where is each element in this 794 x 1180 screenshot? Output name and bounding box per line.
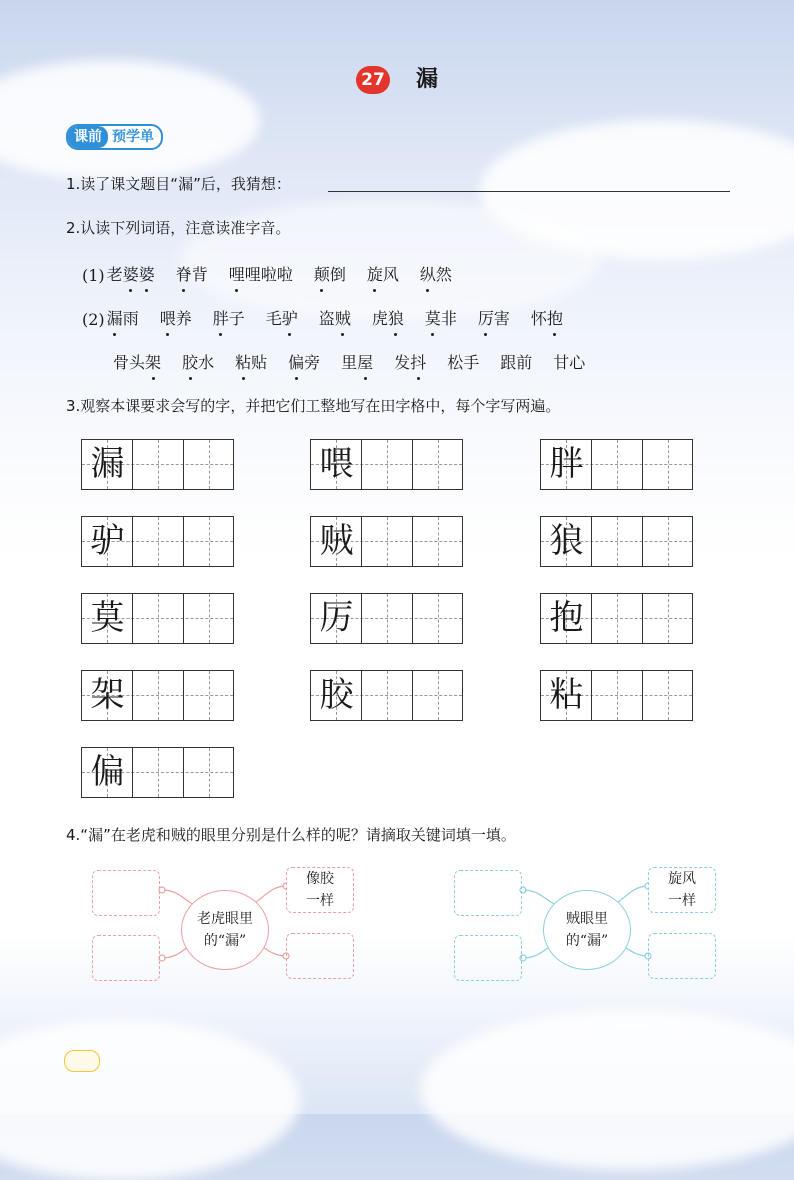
vocab-char: 驴	[282, 306, 298, 329]
vocab-char: 粘	[235, 350, 251, 373]
vocab-word	[478, 306, 510, 329]
example-box-tiger	[286, 867, 354, 913]
vocab-char: 老	[106, 265, 123, 284]
background-cloud	[0, 60, 260, 180]
writing-cell[interactable]	[413, 517, 464, 566]
vocab-char: 纵	[420, 262, 436, 285]
row-number: (1)	[82, 266, 105, 285]
vocab-word	[531, 306, 563, 329]
model-character: 架	[90, 675, 125, 715]
writing-cell[interactable]	[643, 440, 694, 489]
vocab-char: 哩	[229, 262, 245, 285]
vocab-char: 漏	[107, 306, 123, 329]
vocab-char: 喂	[160, 306, 176, 329]
answer-box-thief-3[interactable]	[648, 933, 716, 979]
vocab-char: 旋	[367, 262, 383, 285]
vocab-char: 婆	[123, 262, 139, 285]
word-list	[107, 306, 584, 329]
vocab-word	[160, 306, 192, 329]
answer-box-tiger-1[interactable]	[92, 870, 160, 916]
vocab-char: 毛	[265, 309, 282, 328]
vocab-char: 抖	[410, 350, 426, 373]
writing-cell[interactable]	[592, 594, 643, 643]
vocab-char: 莫	[425, 306, 441, 329]
answer-box-tiger-3[interactable]	[286, 933, 354, 979]
vocab-char: 啦	[276, 265, 293, 284]
writing-cell[interactable]	[362, 671, 413, 720]
writing-cell[interactable]	[413, 440, 464, 489]
writing-grid	[310, 516, 463, 567]
model-character: 驴	[90, 521, 125, 561]
vocab-word	[500, 350, 532, 373]
writing-grid	[540, 593, 693, 644]
writing-cell[interactable]	[133, 517, 184, 566]
writing-grid	[81, 516, 234, 567]
writing-cell[interactable]	[184, 594, 235, 643]
vocab-word	[107, 262, 155, 285]
writing-grid	[540, 439, 693, 490]
writing-cell[interactable]	[362, 594, 413, 643]
vocab-word	[553, 350, 585, 373]
vocab-char: 盗	[318, 309, 335, 328]
model-character: 狼	[549, 521, 584, 561]
answer-box-tiger-2[interactable]	[92, 935, 160, 981]
answer-line[interactable]	[328, 191, 730, 192]
vocab-word	[372, 306, 404, 329]
vocab-word	[213, 306, 245, 329]
vocab-char: 雨	[122, 309, 139, 328]
vocab-word	[341, 350, 373, 373]
vocab-word	[229, 262, 293, 285]
writing-cell[interactable]	[133, 671, 184, 720]
vocab-char: 脊	[176, 262, 192, 285]
page-number-oval	[64, 1050, 100, 1072]
vocab-char: 贼	[335, 306, 351, 329]
vocab-char: 里	[341, 353, 358, 372]
model-character: 胶	[319, 675, 354, 715]
writing-grid	[540, 516, 693, 567]
model-character: 莫	[90, 598, 125, 638]
vocab-word	[176, 262, 208, 285]
vocab-char: 虎	[371, 309, 388, 328]
center-label: 的“漏”	[565, 933, 609, 949]
vocab-word	[447, 350, 479, 373]
center-label: 的“漏”	[203, 933, 247, 949]
vocab-word	[113, 350, 161, 373]
vocab-char: 厉	[478, 306, 494, 329]
model-character: 抱	[549, 598, 584, 638]
example-line: 旋风	[668, 871, 696, 887]
vocab-char: 旁	[304, 353, 321, 372]
question-4: 4.“漏”在老虎和贼的眼里分别是什么样的呢？请摘取关键词填一填。	[66, 826, 516, 844]
vocab-char: 胶	[182, 350, 198, 373]
model-character: 贼	[319, 521, 354, 561]
tiger-center-node	[181, 890, 269, 970]
vocab-word	[107, 306, 139, 329]
model-character: 粘	[549, 675, 584, 715]
example-line: 像胶	[306, 871, 334, 887]
vocab-word	[288, 350, 320, 373]
vocab-char: 胖	[213, 306, 229, 329]
background-cloud	[420, 1010, 794, 1170]
writing-grid	[81, 670, 234, 721]
vocab-char: 然	[435, 265, 452, 284]
vocab-char: 骨	[113, 353, 130, 372]
vocab-char: 屋	[357, 350, 373, 373]
vocab-char: 头	[129, 353, 146, 372]
writing-grid	[81, 439, 234, 490]
section-tag	[66, 124, 163, 150]
vocab-word	[314, 262, 346, 285]
model-character: 胖	[549, 444, 584, 484]
vocab-word	[182, 350, 214, 373]
writing-cell[interactable]	[643, 594, 694, 643]
writing-cell[interactable]	[184, 748, 235, 797]
center-label: 老虎眼里	[197, 911, 253, 927]
vocab-char: 心	[569, 353, 586, 372]
vocab-char: 架	[145, 350, 161, 373]
answer-box-thief-2[interactable]	[454, 935, 522, 981]
question-1: 1.读了课文题目“漏”后，我猜想：	[66, 175, 291, 193]
word-row-2	[82, 306, 584, 329]
vocab-char: 水	[198, 353, 215, 372]
vocab-char: 婆	[139, 262, 155, 285]
vocab-char: 颠	[314, 262, 330, 285]
vocab-char: 害	[493, 309, 510, 328]
lesson-title: 漏	[416, 67, 439, 92]
answer-box-thief-1[interactable]	[454, 870, 522, 916]
writing-cell[interactable]	[362, 440, 413, 489]
vocab-char: 非	[440, 309, 457, 328]
row-number: (2)	[82, 310, 105, 329]
model-character: 偏	[90, 752, 125, 792]
model-character: 厉	[319, 598, 354, 638]
vocab-char: 跟	[500, 353, 517, 372]
word-list	[107, 262, 473, 285]
center-label: 贼眼里	[566, 911, 608, 927]
vocab-char: 发	[394, 353, 411, 372]
thief-center-node	[543, 890, 631, 970]
word-row-3	[113, 350, 606, 373]
vocab-char: 哩	[244, 265, 261, 284]
vocab-char: 甘	[553, 353, 570, 372]
writing-cell[interactable]	[133, 748, 184, 797]
writing-cell[interactable]	[413, 671, 464, 720]
example-box-thief	[648, 867, 716, 913]
section-tag-part2: 预学单	[112, 129, 154, 145]
vocab-char: 狼	[388, 306, 404, 329]
vocab-char: 子	[228, 309, 245, 328]
section-tag-part1: 课前	[68, 126, 108, 148]
writing-cell[interactable]	[413, 594, 464, 643]
vocab-char: 背	[191, 265, 208, 284]
vocab-word	[394, 350, 426, 373]
vocab-word	[266, 306, 298, 329]
writing-grid	[81, 747, 234, 798]
writing-cell[interactable]	[184, 440, 235, 489]
question-3: 3.观察本课要求会写的字，并把它们工整地写在田字格中，每个字写两遍。	[66, 397, 561, 415]
vocab-char: 偏	[288, 350, 304, 373]
question-2: 2.认读下列词语，注意读准字音。	[66, 219, 291, 237]
vocab-word	[425, 306, 457, 329]
vocab-word	[319, 306, 351, 329]
vocab-char: 养	[175, 309, 192, 328]
vocab-word	[420, 262, 452, 285]
model-character: 漏	[90, 444, 125, 484]
writing-grid	[310, 439, 463, 490]
writing-cell[interactable]	[592, 517, 643, 566]
writing-grid	[310, 593, 463, 644]
vocab-char: 抱	[547, 306, 563, 329]
writing-cell[interactable]	[133, 594, 184, 643]
word-row-1	[82, 262, 473, 285]
vocab-char: 倒	[329, 265, 346, 284]
example-line: 一样	[306, 893, 334, 909]
vocab-char: 前	[516, 353, 533, 372]
writing-cell[interactable]	[184, 671, 235, 720]
writing-cell[interactable]	[592, 671, 643, 720]
example-line: 一样	[668, 893, 696, 909]
vocab-word	[235, 350, 267, 373]
vocab-char: 风	[382, 265, 399, 284]
writing-cell[interactable]	[362, 517, 413, 566]
vocab-word	[367, 262, 399, 285]
writing-cell[interactable]	[184, 517, 235, 566]
word-list	[113, 350, 606, 373]
writing-cell[interactable]	[643, 671, 694, 720]
vocab-char: 贴	[251, 353, 268, 372]
vocab-char: 松	[447, 353, 464, 372]
vocab-char: 手	[463, 353, 480, 372]
writing-grid	[81, 593, 234, 644]
model-character: 喂	[319, 444, 354, 484]
writing-cell[interactable]	[133, 440, 184, 489]
vocab-char: 怀	[530, 309, 547, 328]
writing-grid	[540, 670, 693, 721]
background-cloud	[0, 1020, 300, 1180]
writing-grid	[310, 670, 463, 721]
writing-cell[interactable]	[592, 440, 643, 489]
writing-cell[interactable]	[643, 517, 694, 566]
vocab-char: 啦	[260, 265, 277, 284]
lesson-number-badge: 27	[356, 66, 390, 94]
